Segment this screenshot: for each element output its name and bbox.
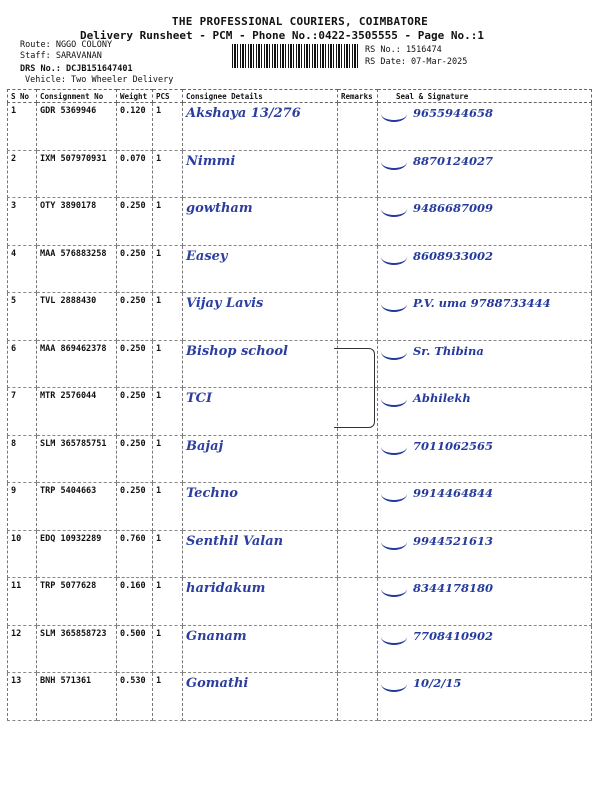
signature-text: 9944521613 xyxy=(413,533,494,548)
signature-text: Abhilekh xyxy=(413,391,471,405)
table-row xyxy=(8,388,592,436)
sno-cell: 10 xyxy=(8,530,37,578)
sno-cell: 9 xyxy=(8,483,37,531)
pcs-cell: 1 xyxy=(153,245,183,293)
signature-cell xyxy=(378,578,592,626)
runsheet-subtitle: Delivery Runsheet - PCM - Phone No.:0422-3505555 - Page No.:1 xyxy=(80,29,484,42)
remarks-cell xyxy=(338,198,378,246)
consignee-cell: Bishop school xyxy=(183,340,338,388)
company-title: THE PROFESSIONAL COURIERS, COIMBATORE xyxy=(171,15,429,28)
col-weight: Weight xyxy=(117,90,153,103)
rs-date: RS Date: 07-Mar-2025 xyxy=(365,57,468,67)
col-sno: S No xyxy=(8,90,37,103)
table-row xyxy=(8,578,592,626)
signature-text: 9655944658 xyxy=(413,106,494,120)
consignment-cell: SLM 365785751 xyxy=(37,435,117,483)
signature-scribble-icon xyxy=(381,201,407,217)
remarks-cell xyxy=(338,245,378,293)
table-row xyxy=(8,483,592,531)
col-signature: Seal & Signature xyxy=(378,90,592,103)
consignee-cell: Bajaj xyxy=(183,435,338,483)
signature-cell xyxy=(378,293,592,341)
pcs-cell: 1 xyxy=(153,293,183,341)
consignee-cell: Easey xyxy=(183,245,338,293)
pcs-cell: 1 xyxy=(153,150,183,198)
pcs-cell: 1 xyxy=(153,340,183,388)
pcs-cell: 1 xyxy=(153,625,183,673)
pcs-cell: 1 xyxy=(153,673,183,721)
weight-cell: 0.160 xyxy=(117,578,153,626)
col-remarks: Remarks xyxy=(338,90,378,103)
signature-text: P.V. uma 9788733444 xyxy=(413,296,551,310)
col-consignment: Consignment No xyxy=(37,90,117,103)
consignment-cell: OTY 3890178 xyxy=(37,198,117,246)
weight-cell: 0.250 xyxy=(117,198,153,246)
signature-scribble-icon xyxy=(381,154,407,170)
pcs-cell: 1 xyxy=(153,198,183,246)
signature-cell xyxy=(378,245,592,293)
remarks-cell xyxy=(338,483,378,531)
weight-cell: 0.250 xyxy=(117,483,153,531)
consignment-cell: TVL 2888430 xyxy=(37,293,117,341)
signature-scribble-icon xyxy=(381,249,407,265)
sno-cell: 6 xyxy=(8,340,37,388)
signature-scribble-icon xyxy=(381,106,407,122)
signature-cell xyxy=(378,530,592,578)
consignment-cell: MTR 2576044 xyxy=(37,388,117,436)
weight-cell: 0.250 xyxy=(117,293,153,341)
remarks-cell xyxy=(338,530,378,578)
route-label: Route: NGGO COLONY xyxy=(20,40,113,50)
signature-scribble-icon xyxy=(381,534,407,550)
consignee-cell: Senthil Valan xyxy=(183,530,338,578)
sno-cell: 8 xyxy=(8,435,37,483)
sno-cell: 4 xyxy=(8,245,37,293)
signature-text: 9486687009 xyxy=(413,201,494,215)
consignee-cell: Gomathi xyxy=(183,673,338,721)
signature-scribble-icon xyxy=(381,581,407,597)
signature-scribble-icon xyxy=(381,344,407,360)
remarks-cell xyxy=(338,625,378,673)
consignment-cell: SLM 365858723 xyxy=(37,625,117,673)
table-row xyxy=(8,198,592,246)
consignment-cell: GDR 5369946 xyxy=(37,103,117,151)
weight-cell: 0.250 xyxy=(117,388,153,436)
barcode-image xyxy=(232,44,358,68)
remarks-cell xyxy=(338,293,378,341)
signature-cell xyxy=(378,103,592,151)
weight-cell: 0.250 xyxy=(117,340,153,388)
pcs-cell: 1 xyxy=(153,483,183,531)
signature-cell xyxy=(378,435,592,483)
table-row xyxy=(8,673,592,721)
table-row xyxy=(8,103,592,151)
weight-cell: 0.250 xyxy=(117,435,153,483)
signature-cell xyxy=(378,673,592,721)
rs-number: RS No.: 1516474 xyxy=(365,45,442,55)
sno-cell: 12 xyxy=(8,625,37,673)
table-row xyxy=(8,150,592,198)
signature-cell xyxy=(378,388,592,436)
pcs-cell: 1 xyxy=(153,530,183,578)
signature-text: 8608933002 xyxy=(413,248,494,263)
signature-scribble-icon xyxy=(381,296,407,312)
col-consignee: Consignee Details xyxy=(183,90,338,103)
consignee-cell: Gnanam xyxy=(183,625,338,673)
signature-text: 7011062565 xyxy=(413,438,494,453)
weight-cell: 0.760 xyxy=(117,530,153,578)
remarks-cell xyxy=(338,150,378,198)
remarks-cell xyxy=(338,435,378,483)
remarks-cell xyxy=(338,673,378,721)
pcs-cell: 1 xyxy=(153,578,183,626)
drs-number: DRS No.: DCJB151647401 xyxy=(20,64,133,74)
signature-scribble-icon xyxy=(381,629,407,645)
vehicle-label: Vehicle: Two Wheeler Delivery xyxy=(25,75,174,85)
consignment-cell: TRP 5404663 xyxy=(37,483,117,531)
remarks-cell xyxy=(338,103,378,151)
pcs-cell: 1 xyxy=(153,388,183,436)
col-pcs: PCS xyxy=(153,90,183,103)
weight-cell: 0.530 xyxy=(117,673,153,721)
signature-text: 10/2/15 xyxy=(413,676,462,690)
sno-cell: 3 xyxy=(8,198,37,246)
remarks-cell xyxy=(338,578,378,626)
table-row xyxy=(8,245,592,293)
runsheet-table xyxy=(7,89,592,721)
consignment-cell: MAA 869462378 xyxy=(37,340,117,388)
sno-cell: 13 xyxy=(8,673,37,721)
signature-cell xyxy=(378,340,592,388)
signature-cell xyxy=(378,150,592,198)
signature-cell xyxy=(378,198,592,246)
sno-cell: 5 xyxy=(8,293,37,341)
table-header-row xyxy=(8,90,592,103)
consignee-cell: Vijay Lavis xyxy=(183,293,338,341)
signature-text: 9914464844 xyxy=(413,486,494,500)
signature-text: 8870124027 xyxy=(413,153,494,168)
signature-scribble-icon xyxy=(381,676,407,692)
signature-cell xyxy=(378,483,592,531)
weight-cell: 0.120 xyxy=(117,103,153,151)
consignment-cell: TRP 5077628 xyxy=(37,578,117,626)
consignee-cell: TCI xyxy=(183,388,338,436)
consignment-cell: IXM 507970931 xyxy=(37,150,117,198)
weight-cell: 0.500 xyxy=(117,625,153,673)
consignee-cell: haridakum xyxy=(183,578,338,626)
consignee-cell: Techno xyxy=(183,483,338,531)
sno-cell: 2 xyxy=(8,150,37,198)
table-row xyxy=(8,293,592,341)
signature-scribble-icon xyxy=(381,486,407,502)
signature-scribble-icon xyxy=(381,391,407,407)
sno-cell: 1 xyxy=(8,103,37,151)
staff-label: Staff: SARAVANAN xyxy=(20,51,102,61)
signature-cell xyxy=(378,625,592,673)
table-row xyxy=(8,625,592,673)
signature-scribble-icon xyxy=(381,439,407,455)
consignment-cell: MAA 576883258 xyxy=(37,245,117,293)
signature-text: Sr. Thibina xyxy=(413,343,484,358)
pcs-cell: 1 xyxy=(153,103,183,151)
consignee-cell: Akshaya 13/276 xyxy=(183,103,338,151)
consignment-cell: EDQ 10932289 xyxy=(37,530,117,578)
weight-cell: 0.070 xyxy=(117,150,153,198)
sno-cell: 7 xyxy=(8,388,37,436)
table-row xyxy=(8,340,592,388)
sno-cell: 11 xyxy=(8,578,37,626)
table-row xyxy=(8,435,592,483)
signature-text: 8344178180 xyxy=(413,581,494,595)
consignee-cell: gowtham xyxy=(183,198,338,246)
remarks-bracket xyxy=(334,348,375,428)
consignee-cell: Nimmi xyxy=(183,150,338,198)
table-row xyxy=(8,530,592,578)
signature-text: 7708410902 xyxy=(413,628,494,643)
consignment-cell: BNH 571361 xyxy=(37,673,117,721)
weight-cell: 0.250 xyxy=(117,245,153,293)
pcs-cell: 1 xyxy=(153,435,183,483)
